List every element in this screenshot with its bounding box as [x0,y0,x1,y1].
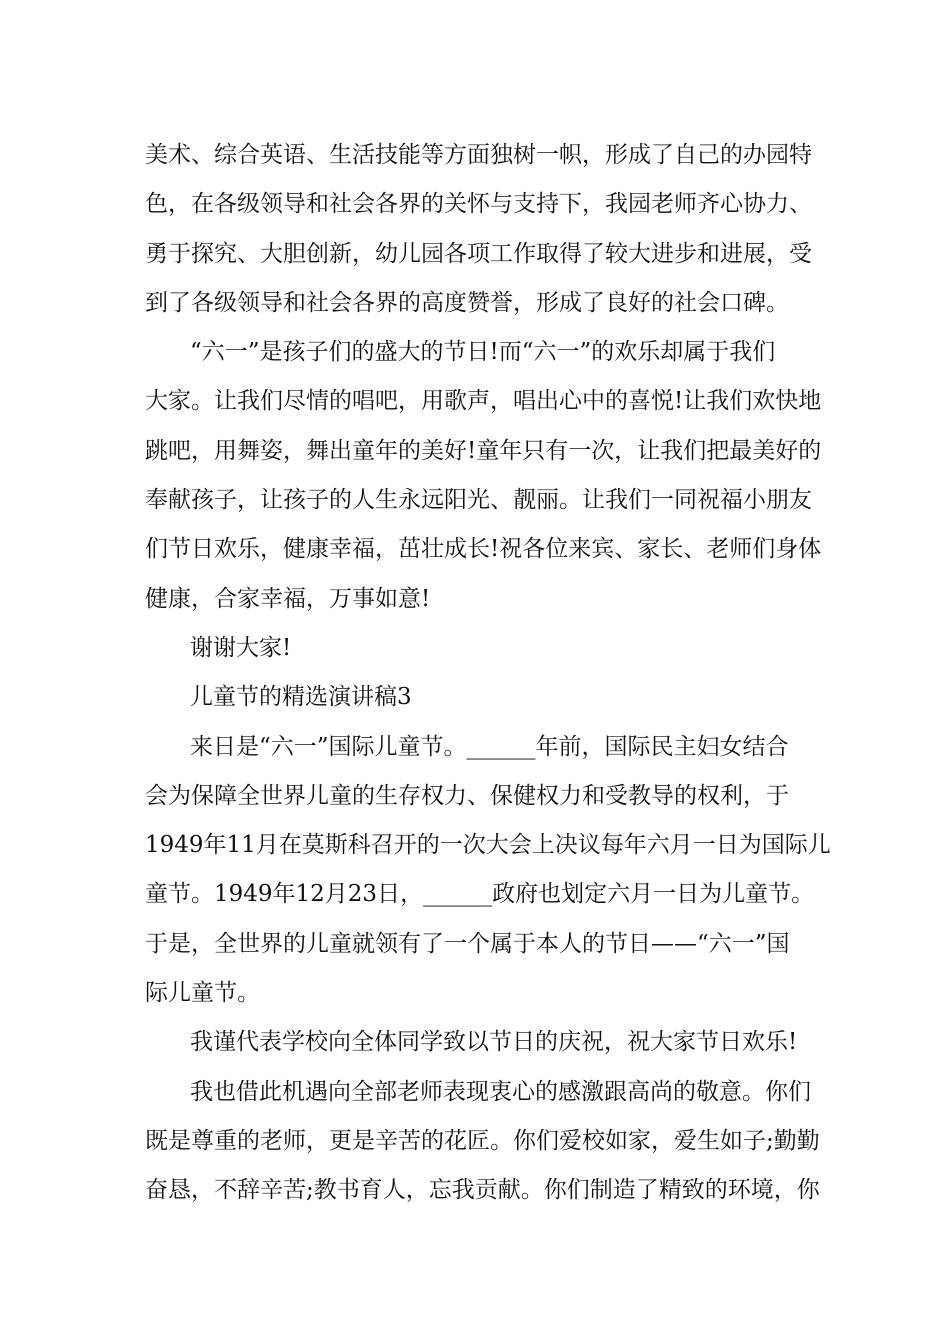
text-line: 际儿童节。 [145,980,260,1007]
text-line: 奉献孩子，让孩子的人生永远阳光、靓丽。让我们一同祝福小朋友 [145,487,812,514]
text-line: 色，在各级领导和社会各界的关怀与支持下，我园老师齐心协力、 [145,191,812,218]
text-line: 美术、综合英语、生活技能等方面独树一帜，形成了自己的办园特 [145,142,812,168]
text-line: “六一”是孩子们的盛大的节日!而“六一”的欢乐却属于我们 [190,339,776,366]
text-line: 奋恳，不辞辛苦;教书育人，忘我贡献。你们制造了精致的环境，你 [145,1177,820,1204]
paragraph [145,1068,820,1216]
section-heading [145,673,810,722]
document-body [145,131,831,1216]
paragraph [145,328,822,624]
text-line: 既是尊重的老师，更是辛苦的花匠。你们爱校如家，爱生如子;勤勤 [145,1127,820,1154]
text-line: 儿童节的精选演讲稿3 [190,684,412,711]
text-line: 跳吧，用舞姿，舞出童年的美好!童年只有一次，让我们把最美好的 [145,437,822,464]
text-line: 童节。1949年12月23日，______政府也划定六月一日为儿童节。 [145,881,815,908]
paragraph [145,624,810,673]
paragraph [145,131,810,328]
text-line: 谢谢大家! [190,634,292,661]
text-line: 健康，合家幸福，万事如意! [145,585,431,612]
paragraph [145,723,831,1019]
text-line: 大家。让我们尽情的唱吧，用歌声，唱出心中的喜悦!让我们欢快地 [145,388,822,415]
text-line: 到了各级领导和社会各界的高度赞誉，形成了良好的社会口碑。 [145,289,789,316]
text-line: 会为保障全世界儿童的生存权力、保健权力和受教导的权利，于 [145,782,789,809]
text-line: 们节日欢乐，健康幸福，茁壮成长!祝各位来宾、家长、老师们身体 [145,536,822,563]
text-line: 我谨代表学校向全体同学致以节日的庆祝，祝大家节日欢乐! [190,1029,798,1056]
paragraph [145,1018,810,1067]
text-line: 来日是“六一”国际儿童节。______年前，国际民主妇女结合 [190,733,789,760]
text-line: 勇于探究、大胆创新，幼儿园各项工作取得了较大进步和进展，受 [145,240,812,267]
text-line: 1949年11月在莫斯科召开的一次大会上决议每年六月一日为国际儿 [145,832,831,859]
text-line: 于是，全世界的儿童就领有了一个属于本人的节日——“六一”国 [145,930,790,957]
text-line: 我也借此机遇向全部老师表现衷心的感激跟高尚的敬意。你们 [190,1078,811,1105]
